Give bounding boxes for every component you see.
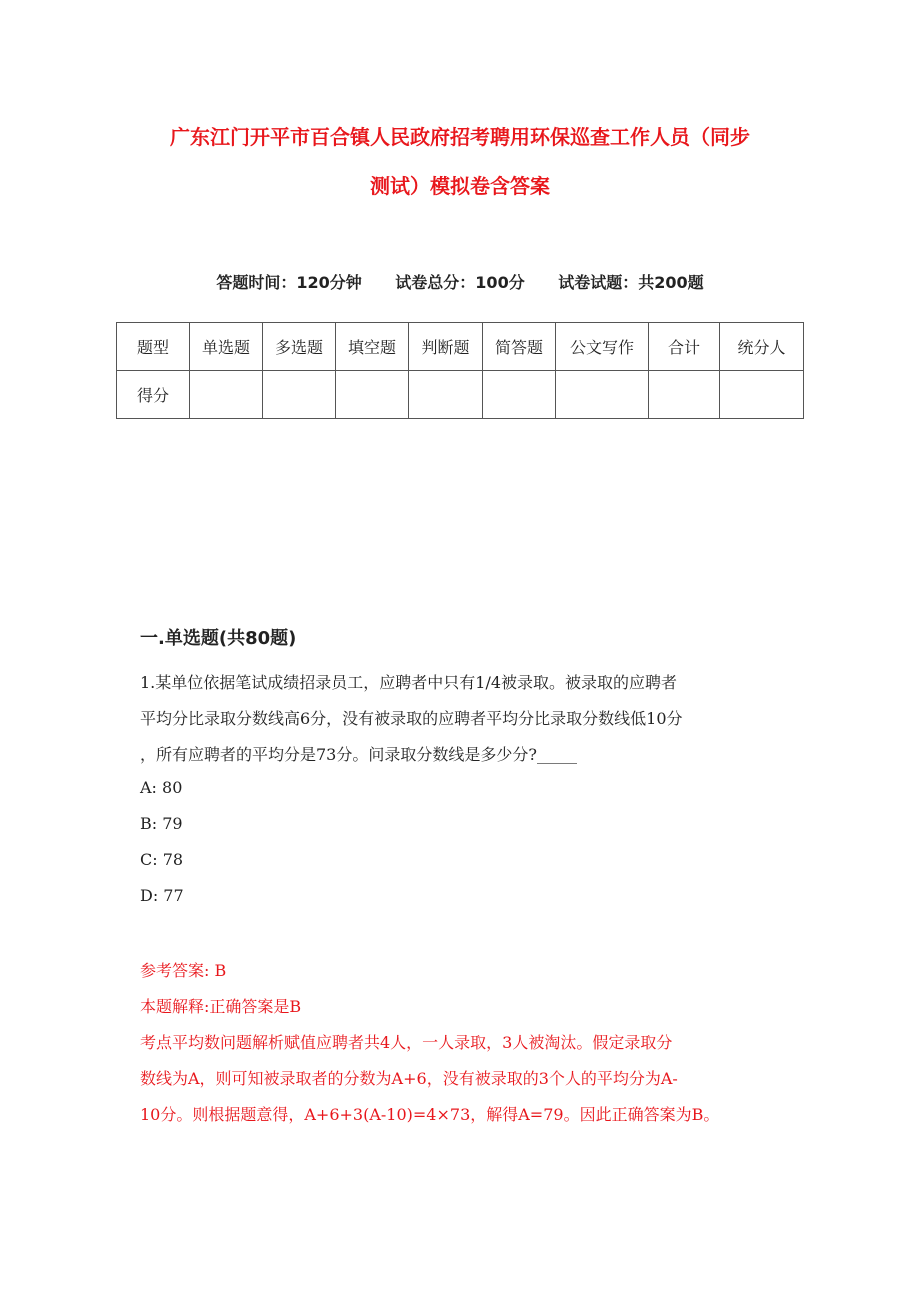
doc-title-line2: 测试）模拟卷含答案	[370, 174, 550, 198]
score-cell	[409, 371, 483, 419]
header-cell: 简答题	[483, 323, 556, 371]
row-label: 得分	[117, 371, 190, 419]
reference-answer: 参考答案: B	[140, 961, 227, 980]
score-table-header	[117, 323, 804, 371]
score-cell	[336, 371, 409, 419]
doc-title-line1: 广东江门开平市百合镇人民政府招考聘用环保巡查工作人员（同步	[170, 125, 750, 149]
option-a: A: 80	[140, 778, 183, 797]
question-line: 平均分比录取分数线高6分，没有被录取的应聘者平均分比录取分数线低10分	[140, 709, 683, 728]
header-cell: 多选题	[263, 323, 336, 371]
exam-info	[0, 270, 920, 293]
option-c: C: 78	[140, 850, 184, 869]
exam-total-score: 试卷总分：100分	[395, 273, 525, 292]
explanation-title: 本题解释:正确答案是B	[140, 997, 302, 1016]
explanation-line: 10分。则根据题意得，A+6+3(A-10)=4×73，解得A=79。因此正确答案为B。	[140, 1105, 720, 1124]
score-cell	[263, 371, 336, 419]
score-cell	[649, 371, 720, 419]
option-d: D: 77	[140, 886, 184, 905]
score-table	[116, 322, 804, 419]
score-cell	[556, 371, 649, 419]
header-cell: 题型	[117, 323, 190, 371]
header-cell: 统分人	[720, 323, 804, 371]
header-cell: 判断题	[409, 323, 483, 371]
option-b: B: 79	[140, 814, 183, 833]
score-table-row	[117, 371, 804, 419]
exam-question-count: 试卷试题：共200题	[558, 273, 704, 292]
explanation-line: 数线为A，则可知被录取者的分数为A+6，没有被录取的3个人的平均分为A-	[140, 1069, 678, 1088]
score-cell	[720, 371, 804, 419]
header-cell: 合计	[649, 323, 720, 371]
header-cell: 单选题	[190, 323, 263, 371]
question-line: 1.某单位依据笔试成绩招录员工，应聘者中只有1/4被录取。被录取的应聘者	[140, 673, 678, 692]
question-line: ，所有应聘者的平均分是73分。问录取分数线是多少分?_____	[140, 745, 577, 764]
exam-time: 答题时间：120分钟	[216, 273, 362, 292]
header-cell: 公文写作	[556, 323, 649, 371]
section-heading: 一.单选题(共80题)	[140, 628, 297, 649]
explanation-line: 考点平均数问题解析赋值应聘者共4人，一人录取，3人被淘汰。假定录取分	[140, 1033, 673, 1052]
header-cell: 填空题	[336, 323, 409, 371]
score-cell	[483, 371, 556, 419]
score-cell	[190, 371, 263, 419]
